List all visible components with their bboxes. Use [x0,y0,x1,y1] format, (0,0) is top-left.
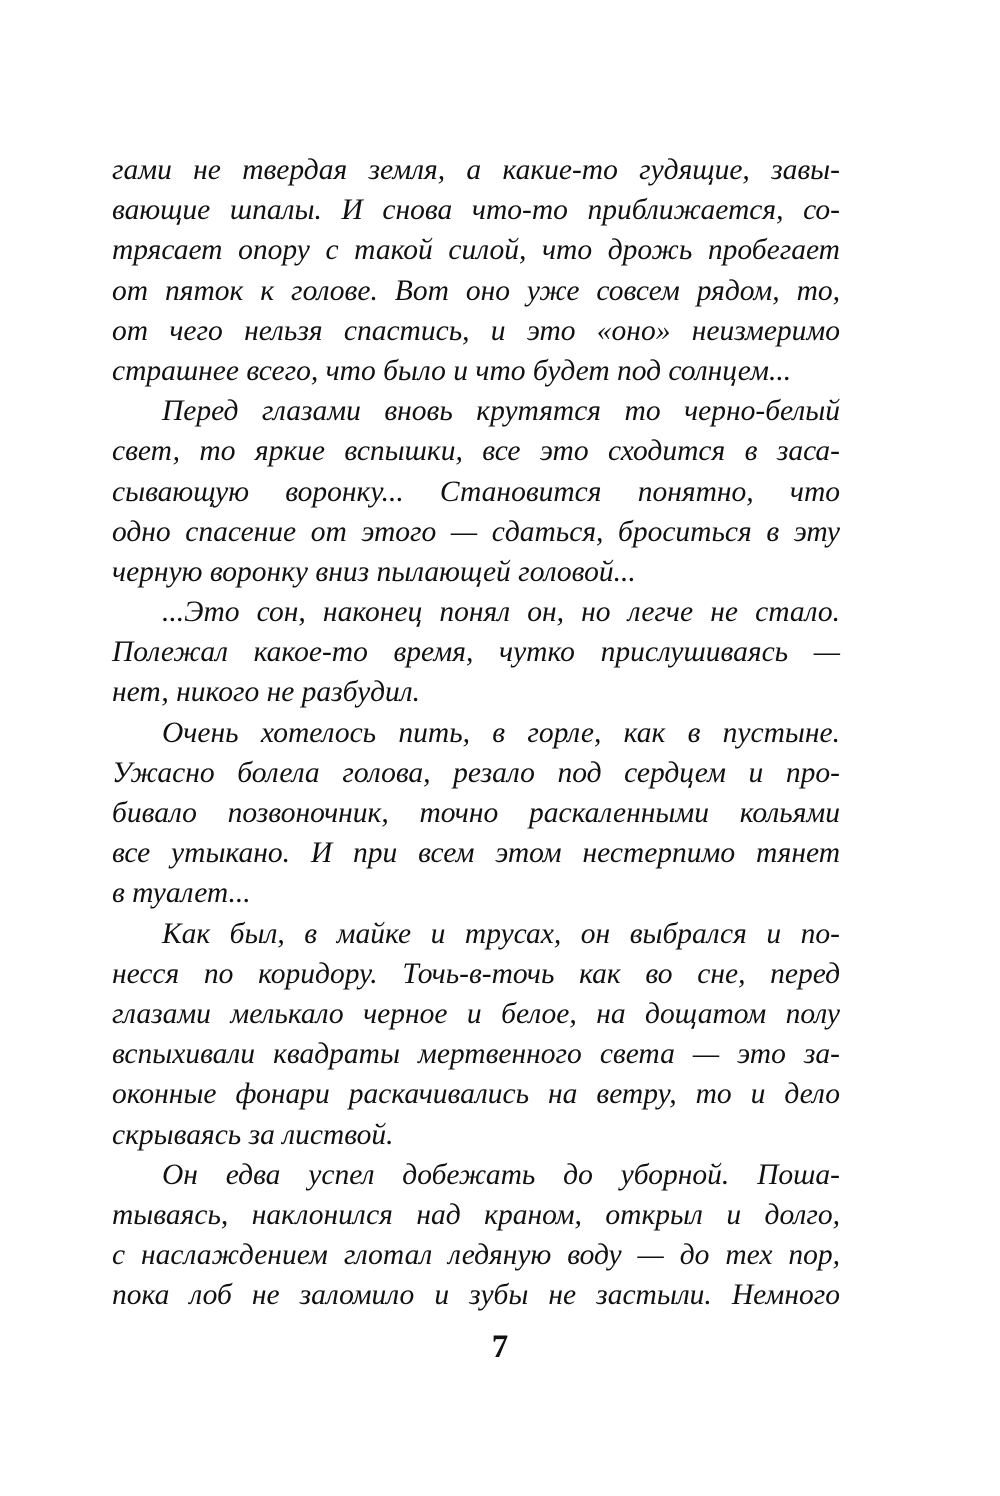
text-line: страшнее всего, что было и что будет под солнцем... [112,354,792,387]
text-line: с наслаждением глотал ледяную воду — до тех пор, [112,1239,840,1272]
text-line: вающие шпалы. И снова что-то приближается, со- [112,194,840,227]
text-line: Как был, в майке и трусах, он выбрался и по- [162,917,840,950]
text-line: сывающую воронку... Становится понятно, что [112,475,840,508]
text-line: в туалет... [112,877,251,910]
text-line: тываясь, наклонился над краном, открыл и долго, [112,1198,840,1231]
paragraph [112,592,840,713]
text-line: глазами мелькало черное и белое, на дощатом полу [112,997,840,1030]
text-line: несся по коридору. Точь-в-точь как во сне, перед [112,957,840,990]
text-line: Перед глазами вновь крутятся то черно-белый [162,395,840,428]
text-line: скрываясь за листвой. [112,1118,394,1151]
text-line: вспыхивали квадраты мертвенного света — это за- [112,1038,840,1071]
paragraph [112,914,840,1155]
text-line: свет, то яркие вспышки, все это сходится в заса- [112,435,840,468]
text-line: все утыкано. И при всем этом нестерпимо тянет [112,837,840,870]
paragraph [112,150,840,391]
page-number: 7 [491,1329,509,1365]
text-line: бивало позвоночник, точно раскаленными кольями [112,797,840,829]
text-line: оконные фонари раскачивались на ветру, то и дело [112,1078,840,1111]
text-line: гами не твердая земля, а какие-то гудящие, завы- [112,154,840,186]
paragraph [112,391,840,592]
text-line: пока лоб не заломило и зубы не застыли. Немного [112,1279,840,1312]
text-line: от пяток к голове. Вот оно уже совсем рядом, то, [112,274,840,307]
text-line: Полежал какое-то время, чутко прислушиваясь — [112,636,840,669]
text-line: нет, никого не разбудил. [112,676,421,709]
paragraph [112,1155,840,1316]
text-line: Ужасно болела голова, резало под сердцем и про- [112,756,840,789]
paragraph [112,713,840,914]
text-line: от чего нельзя спастись, и это «оно» неизмеримо [112,314,840,347]
text-line: одно спасение от этого — сдаться, броситься в эту [112,515,840,548]
text-line: трясает опору с такой силой, что дрожь пробегает [112,234,840,267]
body-text [112,150,840,1315]
text-line: Он едва успел добежать до уборной. Поша- [162,1158,840,1191]
text-line: черную воронку вниз пылающей головой... [112,555,636,588]
text-line: ...Это сон, наконец понял он, но легче не стало. [162,596,840,629]
text-line: Очень хотелось пить, в горле, как в пустыне. [162,716,840,749]
